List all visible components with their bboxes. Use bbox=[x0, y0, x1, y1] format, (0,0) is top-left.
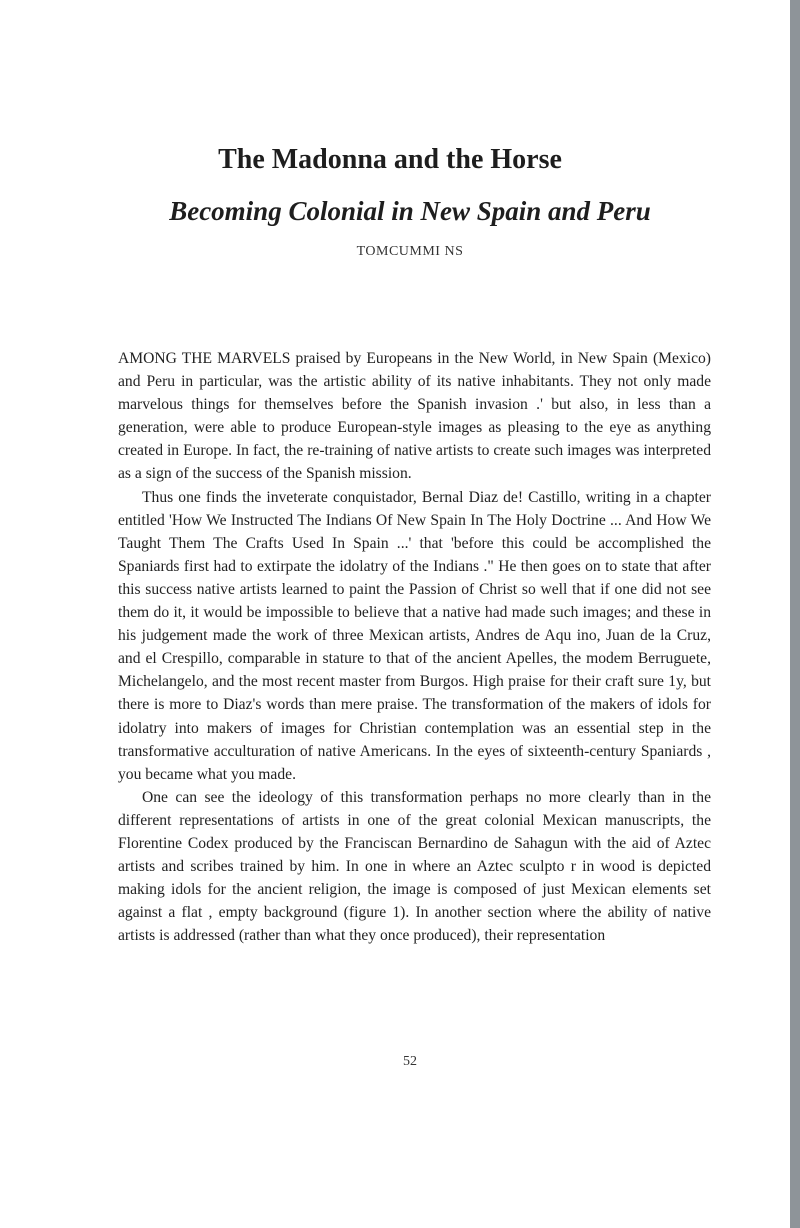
page-number: 52 bbox=[403, 1054, 417, 1069]
paragraph-2: Thus one finds the inveterate conquistador, Bernal Diaz de! Castillo, writing in a chapter entitled 'How We Instructed The Indians Of New Spain In The Holy Doctrine ... And How We Taught Them The Crafts Used In Spain ...' that 'before this could be accomplished the Spaniards first had to extirpate the idolatry of the Indians ." He then goes on to state that after this success native artists learned to paint the Passion of Christ so well that if one did not see them do it, it would be impossible to believe that a native had made such images; and these in his judgement made the work of three Mexican artists, Andres de Aqu ino, Juan de la Cruz, and el Crespillo, comparable in stature to that of the ancient Apelles, the modem Berruguete, Michelangelo, and the most recent master from Burgos. High praise for their craft sure 1y, but there is more to Diaz's words than mere praise. The transformation of the makers of idols for idolatry into makers of images for Christian contemplation was an essential step in the transformative acculturation of native Americans. In the eyes of sixteenth-century Spaniards , you became what you made. bbox=[118, 488, 711, 783]
author-name: TOMCUMMI NS bbox=[356, 244, 464, 259]
paragraph-1 bbox=[118, 347, 711, 486]
paragraph-lead-caps: AMONG THE MARVELS bbox=[118, 350, 291, 367]
page-edge-bar bbox=[790, 0, 800, 1228]
paragraph-text: praised by Europeans in the New World, in New Spain (Mexico) and Peru in particular, was the artistic ability of its native inhabitants. They not only made marvelous things for themselves before the Spanish invasion .' but also, in less than a generation, were able to produce European-style images as pleasing to the eye as anything created in Europe. In fact, the re-training of native artists to create such images was interpreted as a sign of the success of the Spanish mission. bbox=[118, 350, 711, 483]
chapter-title: The Madonna and the Horse bbox=[218, 144, 562, 175]
paragraph-3: One can see the ideology of this transformation perhaps no more clearly than in the different representations of artists in one of the great colonial Mexican manuscripts, the Florentine Codex produced by the Franciscan Bernardino de Sahagun with the aid of Aztec artists and scribes trained by him. In one in where an Aztec sculpto r in wood is depicted making idols for the ancient religion, the image is composed of just Mexican elements set against a flat , empty background (figure 1). In another section where the ability of native artists is addressed (rather than what they once produced), their representation bbox=[118, 788, 711, 945]
body-text bbox=[118, 347, 711, 947]
chapter-subtitle: Becoming Colonial in New Spain and Peru bbox=[169, 196, 651, 226]
